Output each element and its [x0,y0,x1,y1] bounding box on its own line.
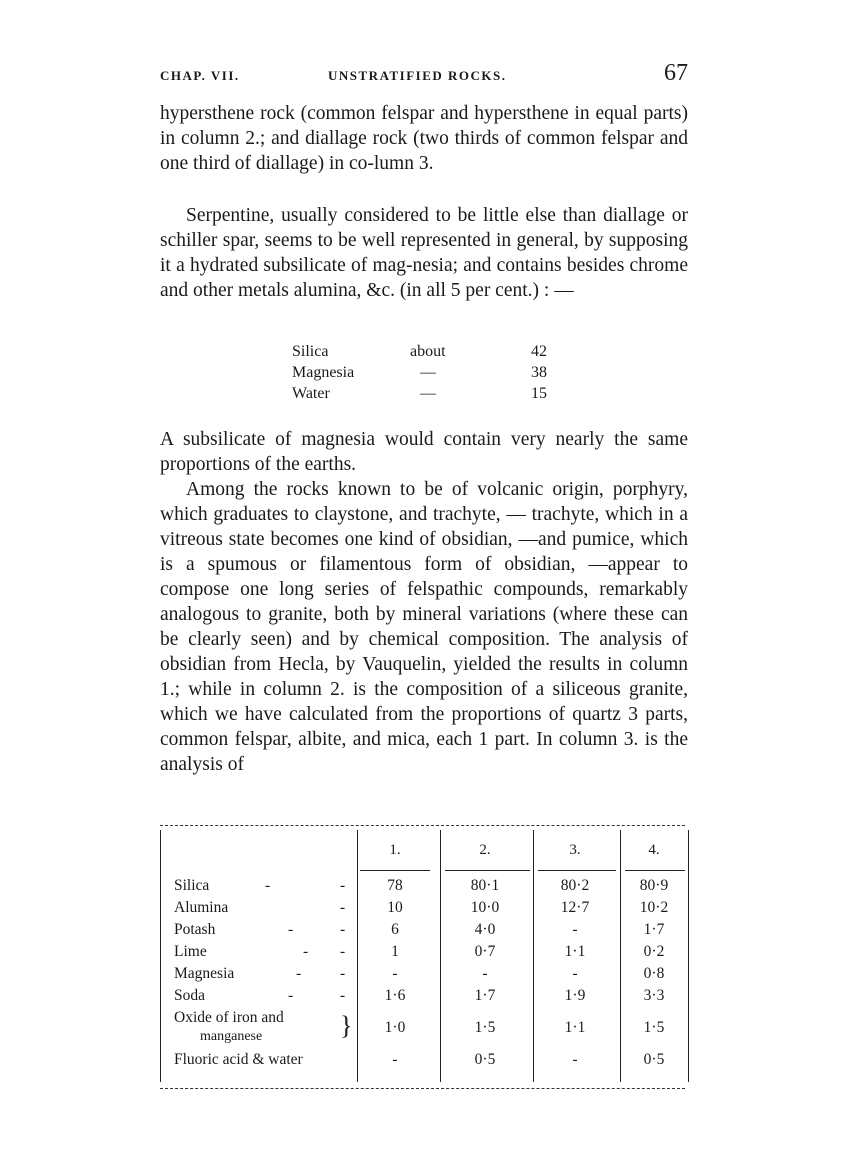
leader-dash: - [340,943,346,960]
header-rule [625,870,685,871]
table-row [292,383,557,404]
column-header: 4. [648,842,660,858]
cell-value: 80·1 [470,877,500,894]
cell-value: 80·9 [639,877,669,894]
cell-value: 1·1 [564,1019,586,1036]
table-row [292,362,557,383]
table-row [160,943,690,964]
leader-dash: - [288,987,294,1004]
column-header: 1. [389,842,401,858]
leader-dash: - [340,965,346,982]
paragraph-serpentine: Serpentine, usually considered to be little else than diallage or schiller spar, seems to be well represented in general, by supposing it a hydrated subsilicate of mag-nesia; and contains besides chrome and other metals alumina, &c. (in all 5 per cent.) : — [160,205,688,301]
cell-value: 0·5 [643,1051,665,1068]
leader-dash: - [340,987,346,1004]
cell-value: 1·5 [474,1019,496,1036]
brace-mark: } [340,1011,353,1040]
qualifier: — [420,385,436,402]
cell-value: 78 [387,877,403,894]
row-label: Silica [174,877,210,894]
row-label: Soda [174,987,205,1004]
qualifier: about [410,343,446,360]
cell-value: 10 [387,899,403,916]
header-rule [538,870,616,871]
cell-value: 0·2 [643,943,665,960]
table-top-rule [160,825,685,826]
running-header [160,60,690,90]
table-row [160,987,690,1008]
cell-value: 10·0 [470,899,500,916]
paragraph-hypersthene: hypersthene rock (common felspar and hypersthene in equal parts) in column 2.; and diallage rock (two thirds of common felspar and one third of diallage) in co-lumn 3. [160,103,688,174]
cell-value: 4·0 [474,921,496,938]
cell-value: - [392,965,398,982]
table-row [160,877,690,898]
column-header: 3. [569,842,581,858]
cell-value: 3·3 [643,987,665,1004]
cell-value: 1·5 [643,1019,665,1036]
cell-value: 12·7 [560,899,590,916]
table-row [160,1051,690,1072]
component-name: Silica [292,343,329,360]
table-row [160,899,690,920]
cell-value: 1·9 [564,987,586,1004]
cell-value: 1·0 [384,1019,406,1036]
row-label: Potash [174,921,216,938]
cell-value: 1 [391,943,399,960]
component-name: Magnesia [292,364,355,381]
cell-value: 10·2 [639,899,669,916]
paragraph-volcanic: Among the rocks known to be of volcanic origin, porphyry, which graduates to claystone, and trachyte, — trachyte, which in a vitreous state becomes one kind of obsidian, —and pumice, which is a spumous or filamentous form of obsidian, —appear to compose one long series of felspathic compounds, remarkably analogous to granite, both by mineral variations (where these can be clearly seen) and by chemical composition. The analysis of obsidian from Hecla, by Vauquelin, yielded the results in column 1.; while in column 2. is the composition of a siliceous granite, which we have calculated from the proportions of quartz 3 parts, common felspar, albite, and mica, each 1 part. In column 3. is the analysis of [160,479,688,775]
cell-value: - [482,965,488,982]
row-label: Oxide of iron and [174,1009,284,1026]
cell-value: 1·6 [384,987,406,1004]
cell-value: 1·1 [564,943,586,960]
leader-dash: - [340,899,346,916]
row-label: Lime [174,943,207,960]
row-label-continuation: manganese [200,1029,263,1044]
running-title: UNSTRATIFIED ROCKS. [328,68,507,83]
paragraph-subsilicate: A subsilicate of magnesia would contain very nearly the same proportions of the earths. [160,429,688,475]
leader-dash: - [288,921,294,938]
row-label: Alumina [174,899,229,916]
chapter-label: CHAP. VII. [160,68,240,83]
qualifier: — [420,364,436,381]
value: 15 [531,385,547,402]
table-row [292,341,557,362]
cell-value: 0·5 [474,1051,496,1068]
leader-dash: - [296,965,302,982]
row-label: Fluoric acid & water [174,1051,303,1068]
cell-value: 6 [391,921,399,938]
cell-value: 1·7 [474,987,496,1004]
component-name: Water [292,385,330,402]
column-header: 2. [479,842,491,858]
value: 42 [531,343,547,360]
serpentine-composition-table [292,341,557,404]
header-rule [360,870,430,871]
cell-value: 0·8 [643,965,665,982]
cell-value: - [392,1051,398,1068]
table-bottom-rule [160,1088,685,1089]
cell-value: - [572,921,578,938]
leader-dash: - [340,921,346,938]
page-number: 67 [664,60,688,86]
row-label: Magnesia [174,965,235,982]
leader-dash: - [303,943,309,960]
cell-value: 0·7 [474,943,496,960]
analysis-table [160,822,690,1092]
cell-value: - [572,965,578,982]
cell-value: - [572,1051,578,1068]
table-row [160,965,690,986]
table-row [160,1009,690,1049]
cell-value: 1·7 [643,921,665,938]
cell-value: 80·2 [560,877,590,894]
leader-dash: - [265,877,271,894]
leader-dash: - [340,877,346,894]
value: 38 [531,364,547,381]
table-row [160,921,690,942]
header-rule [445,870,530,871]
